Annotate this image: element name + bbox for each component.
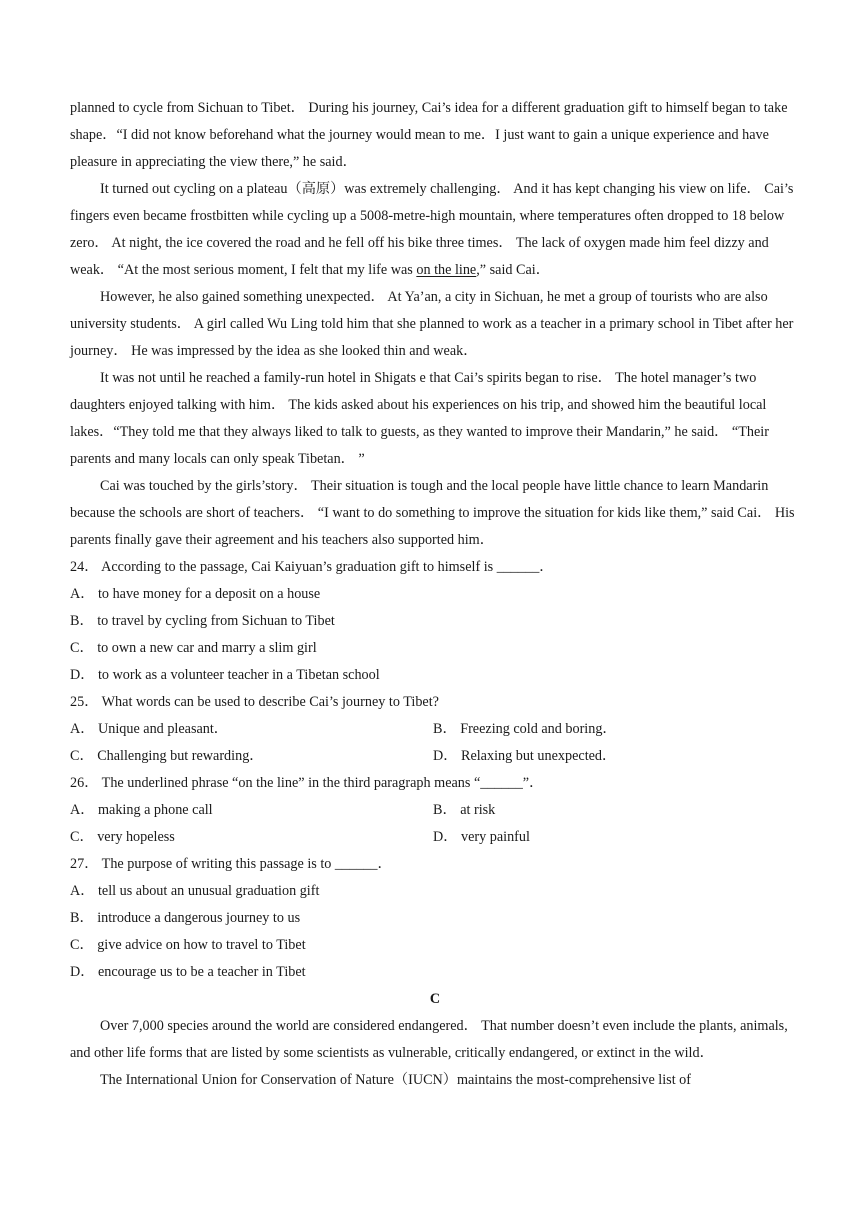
question-27-option-c: C． give advice on how to travel to Tibet	[70, 937, 306, 953]
question-25-option-d: D． Relaxing but unexpected．	[433, 748, 617, 764]
question-25-option-a: A． Unique and pleasant．	[70, 721, 228, 737]
paragraph-2-text-before: It turned out cycling on a plateau（高原）was extremely challenging． And it has kept changing his view on life． Cai’s fingers even became frostbitten while cycling up a 5008-metre-high mountain, where temperatures often dropped to 18 below zero． At night, the ice covered the road and he fell off his bike three times． The lack of oxygen made him feel dizzy and weak． “At the most serious moment, I felt that my life was	[70, 181, 794, 278]
passage-c-paragraph-1: Over 7,000 species around the world are considered endangered． That number doesn’t even include the plants, animals, and other life forms that are listed by some scientists as vulnerable, critically endangered, or extinct in the wild．	[70, 1018, 788, 1061]
question-27	[70, 851, 800, 986]
question-26-option-b: B． at risk	[433, 802, 496, 818]
passage-b-paragraph-2	[70, 176, 800, 284]
passage-b-paragraph-4: It was not until he reached a family-run hotel in Shigats e that Cai’s spirits began to rise． The hotel manager’s two daughters enjoyed talking with him． The kids asked about his experiences on his trip, and showed him the beautiful local lakes．“They told me that they always liked to talk to guests, as they wanted to improve their Mandarin,” he said． “Their parents and many locals can only speak Tibetan． ”	[70, 370, 769, 467]
question-24-option-d: D． to work as a volunteer teacher in a Tibetan school	[70, 667, 380, 683]
question-25-options-row-2	[70, 743, 800, 770]
question-26-option-d: D． very painful	[433, 829, 530, 845]
question-24-option-a: A． to have money for a deposit on a house	[70, 586, 321, 602]
question-27-option-b: B． introduce a dangerous journey to us	[70, 910, 301, 926]
question-24-stem: 24． According to the passage, Cai Kaiyuan’s graduation gift to himself is ______．	[70, 559, 554, 575]
passage-b-paragraph-1: planned to cycle from Sichuan to Tibet． During his journey, Cai’s idea for a different graduation gift to himself began to take shape．“I did not know beforehand what the journey would mean to me．I just want to gain a unique experience and have pleasure in appreciating the view there,” he said．	[70, 100, 788, 170]
section-heading-c: C	[429, 991, 441, 1007]
question-27-stem: 27． The purpose of writing this passage is to ______．	[70, 856, 392, 872]
question-25-stem: 25． What words can be used to describe Cai’s journey to Tibet?	[70, 694, 439, 710]
passage-c	[70, 986, 800, 1094]
question-24	[70, 554, 800, 689]
question-25	[70, 689, 800, 770]
question-24-option-b: B． to travel by cycling from Sichuan to Tibet	[70, 613, 335, 629]
question-25-options-row-1	[70, 716, 800, 743]
question-26	[70, 770, 800, 851]
passage-b-paragraph-5: Cai was touched by the girls’story． Their situation is tough and the local people have little chance to learn Mandarin because the schools are short of teachers． “I want to do something to improve the situation for kids like them,” said Cai． His parents finally gave their agreement and his teachers also supported him．	[70, 478, 795, 548]
question-27-option-a: A． tell us about an unusual graduation gift	[70, 883, 320, 899]
question-26-options-row-1	[70, 797, 800, 824]
question-26-option-c: C． very hopeless	[70, 829, 175, 845]
passage-c-paragraph-2: The International Union for Conservation of Nature（IUCN）maintains the most-comprehensive list of	[100, 1072, 692, 1088]
question-27-option-d: D． encourage us to be a teacher in Tibet	[70, 964, 306, 980]
question-26-stem: 26． The underlined phrase “on the line” in the third paragraph means “______”．	[70, 775, 544, 791]
question-26-options-row-2	[70, 824, 800, 851]
passage-b	[70, 95, 800, 554]
paragraph-2-text-after: ,” said Cai．	[476, 262, 550, 278]
question-24-option-c: C． to own a new car and marry a slim girl	[70, 640, 317, 656]
question-25-option-b: B． Freezing cold and boring．	[433, 721, 617, 737]
passage-b-paragraph-3: However, he also gained something unexpected． At Ya’an, a city in Sichuan, he met a group of tourists who are also university students． A girl called Wu Ling told him that she planned to work as a teacher in a primary school in Tibet after her journey． He was impressed by the idea as she looked thin and weak．	[70, 289, 794, 359]
question-26-option-a: A． making a phone call	[70, 802, 213, 818]
question-25-option-c: C． Challenging but rewarding．	[70, 748, 264, 764]
underlined-phrase: on the line	[416, 262, 477, 278]
